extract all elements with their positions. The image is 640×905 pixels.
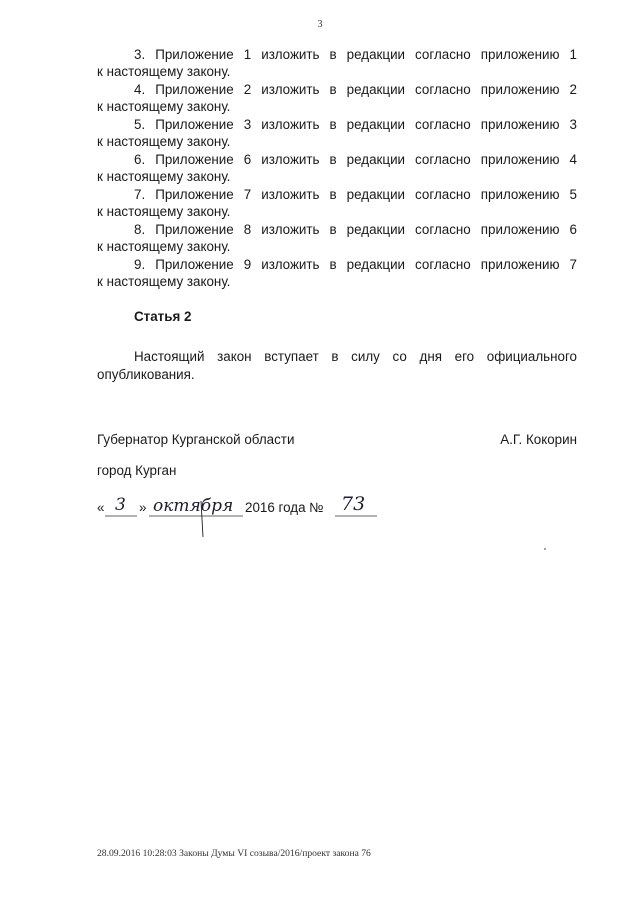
date-number: 73 (341, 493, 366, 515)
list-item (97, 256, 577, 290)
item-text-line1: 4. Приложение 2 изложить в редакции согласно приложению 2 (134, 82, 577, 97)
date-line (97, 493, 417, 537)
page-number: 3 (317, 19, 323, 30)
close-quote: » (139, 500, 147, 515)
item-text-line1: 9. Приложение 9 изложить в редакции согласно приложению 7 (134, 257, 577, 272)
date-day: 3 (115, 495, 126, 515)
article-text-line2: опубликования. (97, 367, 195, 382)
list-item (97, 116, 577, 150)
list-item (97, 46, 577, 80)
signatory-title: Губернатор Курганской области (97, 432, 295, 447)
handwriting-underlines (97, 497, 417, 539)
article-text-line1: Настоящий закон вступает в силу со дня его официального (134, 349, 577, 364)
item-text-line2: к настоящему закону. (97, 204, 231, 219)
article-body (97, 348, 577, 384)
item-text-line2: к настоящему закону. (97, 274, 231, 289)
list-item (97, 221, 577, 255)
item-text-line1: 6. Приложение 6 изложить в редакции согласно приложению 4 (134, 152, 577, 167)
open-quote: « (97, 500, 105, 515)
item-text-line2: к настоящему закону. (97, 64, 231, 79)
item-text-line1: 7. Приложение 7 изложить в редакции согласно приложению 5 (134, 187, 577, 202)
list-item (97, 151, 577, 185)
date-year-text: 2016 года № (245, 500, 324, 515)
date-month: октября (153, 496, 234, 516)
scan-speck (544, 548, 546, 550)
item-text-line2: к настоящему закону. (97, 169, 231, 184)
item-text-line1: 5. Приложение 3 изложить в редакции согласно приложению 3 (134, 117, 577, 132)
item-text-line2: к настоящему закону. (97, 134, 231, 149)
list-item (97, 186, 577, 220)
item-text-line2: к настоящему закону. (97, 239, 231, 254)
city-label: город Курган (97, 463, 177, 478)
item-text-line2: к настоящему закону. (97, 99, 231, 114)
amendment-list (97, 46, 577, 291)
item-text-line1: 8. Приложение 8 изложить в редакции согласно приложению 6 (134, 222, 577, 237)
article-title: Статья 2 (134, 309, 192, 324)
signatory-name: А.Г. Кокорин (500, 432, 577, 447)
list-item (97, 81, 577, 115)
footer-file-path: 28.09.2016 10:28:03 Законы Думы VI созыва/2016/проект закона 76 (97, 848, 371, 859)
item-text-line1: 3. Приложение 1 изложить в редакции согласно приложению 1 (134, 47, 577, 62)
